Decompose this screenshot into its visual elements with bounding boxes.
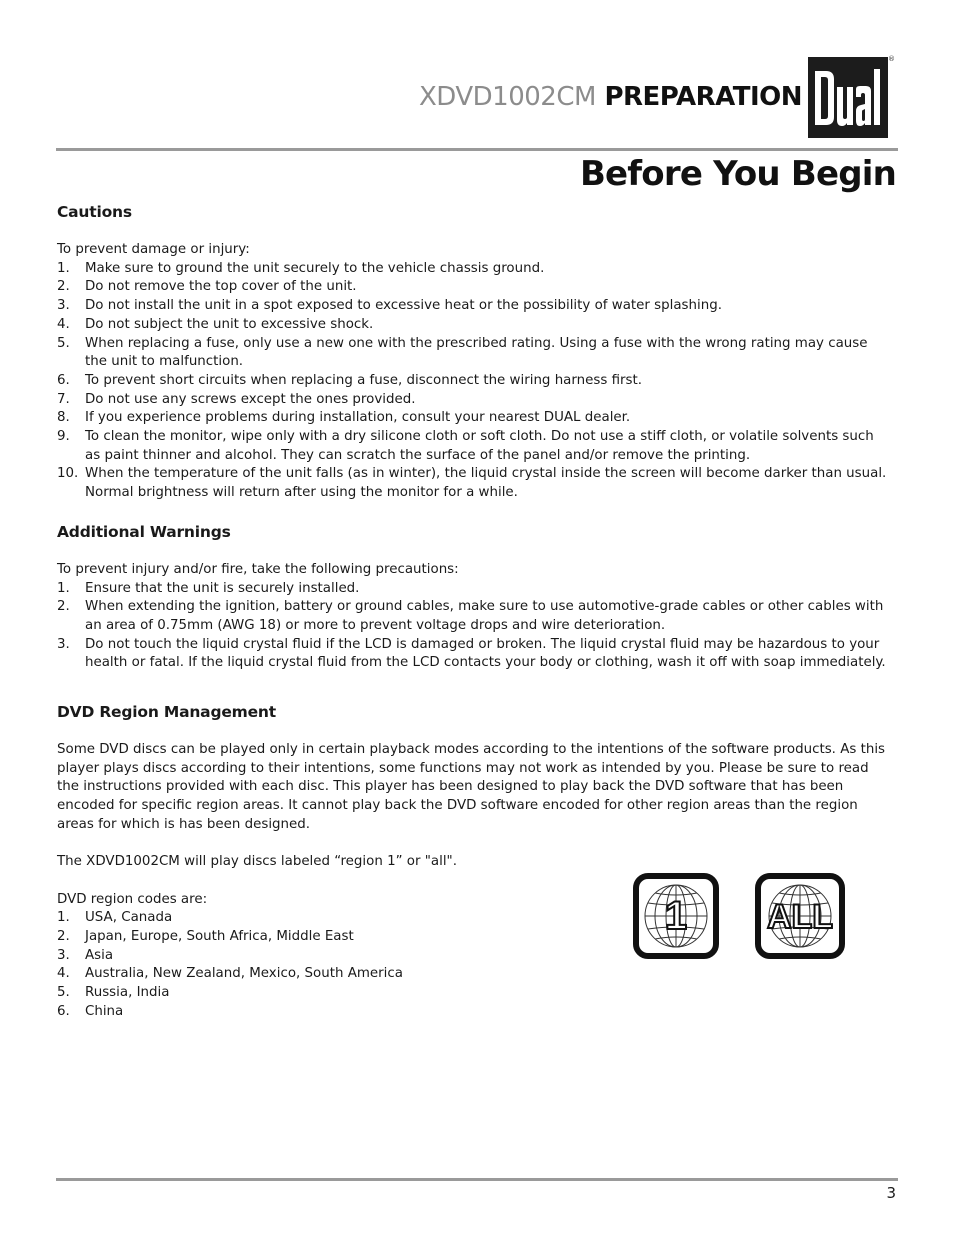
- list-item: [57, 1003, 887, 1022]
- list-item: [57, 391, 887, 410]
- cautions-heading: Cautions: [57, 203, 132, 221]
- item-number: 6.: [57, 1003, 70, 1019]
- dual-logo: [808, 57, 888, 138]
- item-text: Japan, Europe, South Africa, Middle East: [85, 929, 354, 945]
- item-text: If you experience problems during installation, consult your nearest DUAL dealer.: [85, 410, 631, 426]
- item-number: 1.: [57, 580, 70, 596]
- list-item: [57, 465, 887, 502]
- item-number: 2.: [57, 279, 70, 295]
- item-text: Do not use any screws except the ones provided.: [85, 391, 416, 407]
- item-text: Do not subject the unit to excessive shock.: [85, 316, 374, 332]
- list-item: [57, 580, 887, 599]
- warnings-section: [57, 522, 887, 673]
- item-text: Make sure to ground the unit securely to the vehicle chassis ground.: [85, 260, 545, 276]
- item-text: Australia, New Zealand, Mexico, South America: [85, 966, 403, 982]
- item-text: When replacing a fuse, only use a new one with the prescribed rating. Using a fuse with the wrong rating may cause the unit to malfunction.: [85, 335, 868, 370]
- item-text: To clean the monitor, wipe only with a dry silicone cloth or soft cloth. Do not use a stiff cloth, or volatile solvents such as paint thinner and alcohol. They can scratch the surface of the panel and/or remove the printing.: [85, 429, 874, 463]
- region-paragraph: Some DVD discs can be played only in certain playback modes according to the intentions of the software products. As this player plays discs according to their intentions, some functions may not work as intended by you. Please be sure to read the instructions provided with each disc. This player has been designed to play back the DVD software that has been encoded for specific region areas. It cannot play back the DVD software encoded for other region areas than the region areas for which is has been designed.: [57, 742, 886, 832]
- region-1-label: 1: [664, 894, 688, 938]
- list-item: [57, 428, 887, 465]
- page-title: Before You Begin: [579, 154, 896, 194]
- item-text: To prevent short circuits when replacing a fuse, disconnect the wiring harness first.: [85, 372, 643, 388]
- list-item: [57, 409, 887, 428]
- item-number: 5.: [57, 335, 70, 351]
- header-title: [419, 82, 802, 112]
- list-item: [57, 260, 887, 279]
- list-item: [57, 297, 887, 316]
- item-text: Russia, India: [85, 985, 170, 1001]
- item-number: 2.: [57, 599, 70, 615]
- item-number: 3.: [57, 636, 70, 652]
- header-rule: [56, 148, 898, 151]
- registered-mark: ®: [888, 55, 895, 63]
- item-number: 3.: [57, 947, 70, 963]
- list-item: [57, 335, 887, 372]
- warnings-intro: To prevent injury and/or fire, take the following precautions:: [57, 561, 459, 577]
- item-number: 4.: [57, 966, 70, 982]
- cautions-section: [57, 202, 887, 503]
- item-text: Do not touch the liquid crystal fluid if the LCD is damaged or broken. The liquid crystal fluid may be hazardous to your health or fatal. If the liquid crystal fluid from the LCD contacts your body or clothing, wash it off with soap immediately.: [85, 636, 886, 671]
- region-icons: [633, 873, 845, 961]
- list-item: [57, 636, 887, 673]
- region-section: [57, 702, 887, 1022]
- cautions-list: [57, 260, 887, 503]
- warnings-list: [57, 580, 887, 674]
- item-number: 9.: [57, 429, 70, 445]
- list-item: [57, 316, 887, 335]
- item-text: Asia: [85, 947, 114, 963]
- item-number: 8.: [57, 410, 70, 426]
- item-number: 1.: [57, 260, 70, 276]
- item-number: 5.: [57, 985, 70, 1001]
- section-name: PREPARATION: [604, 82, 802, 112]
- item-text: USA, Canada: [85, 910, 173, 926]
- list-item: [57, 598, 887, 635]
- item-number: 4.: [57, 316, 70, 332]
- region-all-globe-icon: [755, 873, 845, 963]
- item-text: Do not install the unit in a spot exposed to excessive heat or the possibility of water splashing.: [85, 298, 722, 314]
- item-number: 1.: [57, 910, 70, 926]
- item-text: Do not remove the top cover of the unit.: [85, 279, 357, 295]
- item-number: 7.: [57, 391, 70, 407]
- region-codes-intro: DVD region codes are:: [57, 891, 208, 907]
- item-number: 2.: [57, 929, 70, 945]
- footer-rule: [56, 1178, 898, 1181]
- model-name: XDVD1002CM: [418, 82, 596, 112]
- warnings-heading: Additional Warnings: [57, 522, 231, 541]
- list-item: [57, 278, 887, 297]
- item-number: 10.: [57, 466, 79, 482]
- item-text: When extending the ignition, battery or ground cables, make sure to use automotive-grade cables or other cables with an area of 0.75mm (AWG 18) or more to prevent voltage drops and wire deterioration.: [85, 599, 884, 633]
- region-1-globe-icon: [633, 873, 719, 963]
- cautions-intro: To prevent damage or injury:: [57, 242, 250, 257]
- region-plays-line: The XDVD1002CM will play discs labeled “region 1” or "all".: [57, 854, 457, 870]
- region-all-label: ALL: [766, 898, 834, 936]
- list-item: [57, 372, 887, 391]
- region-heading: DVD Region Management: [57, 703, 276, 722]
- item-text: China: [85, 1003, 124, 1019]
- item-number: 6.: [57, 372, 70, 388]
- list-item: [57, 984, 887, 1003]
- list-item: [57, 965, 887, 984]
- item-text: Ensure that the unit is securely installed.: [85, 580, 360, 596]
- page-number: 3: [886, 1184, 896, 1202]
- item-number: 3.: [57, 298, 70, 314]
- item-text: When the temperature of the unit falls (as in winter), the liquid crystal inside the screen will become darker than usual. Normal brightness will return after using the monitor for a while.: [85, 466, 887, 501]
